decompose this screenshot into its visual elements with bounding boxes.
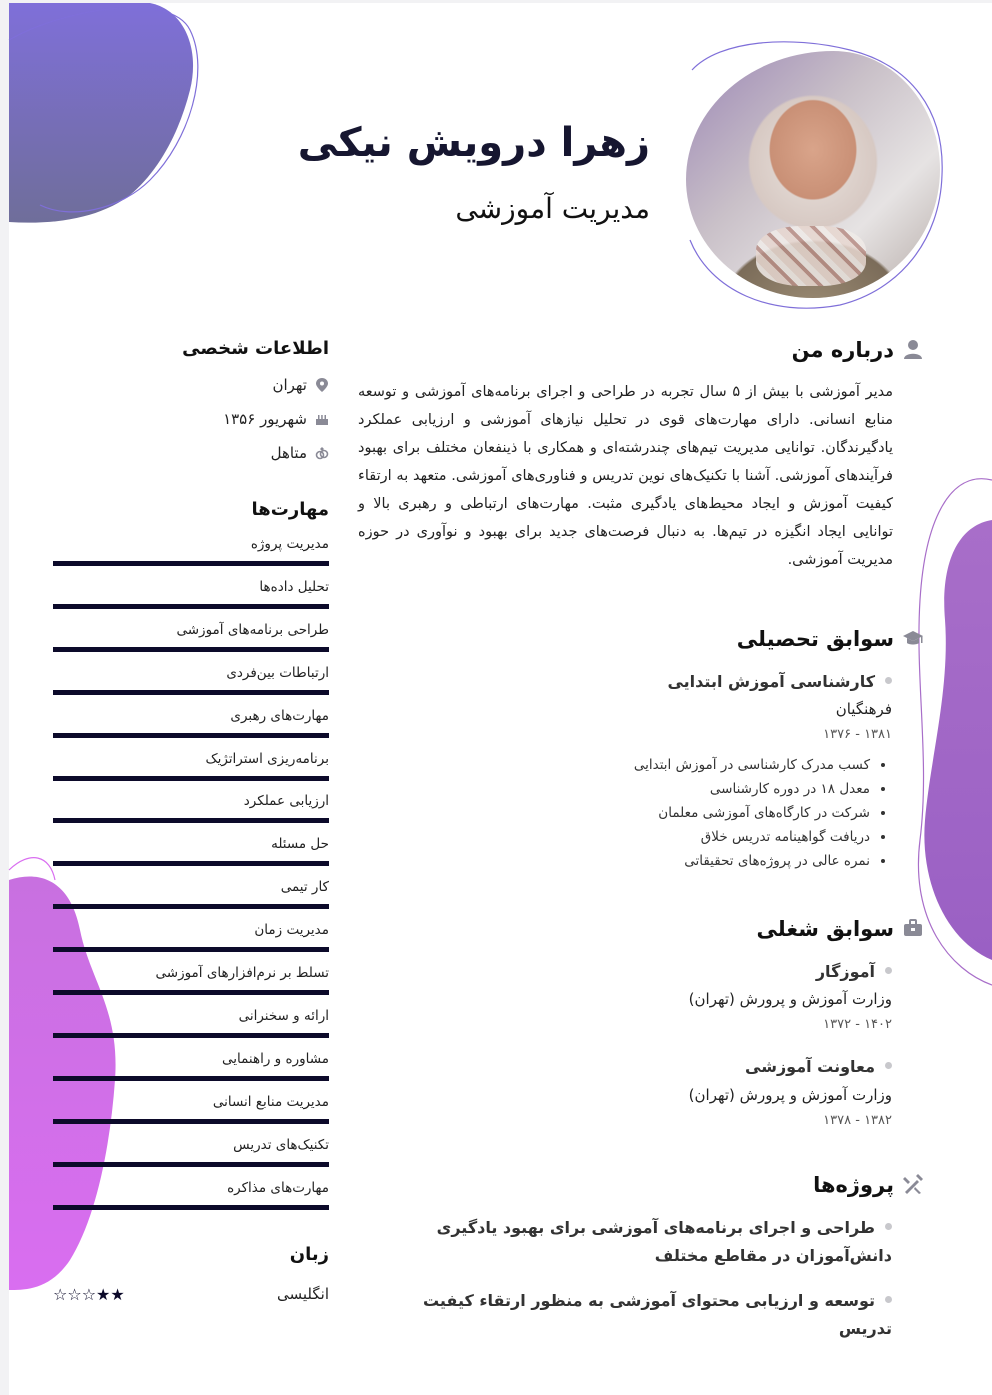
star-empty-icon: ☆ (53, 1285, 68, 1304)
skill-bar (53, 1205, 329, 1210)
about-heading (792, 338, 924, 362)
achievement-item: • نمره عالی در پروژه‌های تحقیقاتی (634, 849, 870, 873)
skill-bar (53, 990, 329, 995)
about-title: درباره من (791, 338, 894, 362)
profile-photo (686, 51, 940, 298)
skill-bar (53, 1033, 329, 1038)
projects-title: پروژه‌ها (813, 1173, 894, 1197)
project-text: طراحی و اجرای برنامه‌های آموزشی برای بهبود یادگیری دانش‌آموزان در مقاطع مختلف (436, 1218, 892, 1265)
star-filled-icon: ★ (96, 1285, 111, 1304)
skill-label: مدیریت زمان (254, 922, 329, 939)
about-text: مدیر آموزشی با بیش از ۵ سال تجربه در طراحی و اجرای برنامه‌های آموزشی و توسعه منابع انسانی. دارای مهارت‌های قوی در تحلیل نیازهای آموزشی و ارزیابی عملکرد یادگیرندگان. توانایی مدیریت تیم‌های چندرشته‌ای و همکاری با ذینفعان مختلف برای بهبود فرآیندهای آموزشی. آشنا با تکنیک‌های نوین تدریس و فناوری‌های آموزشی. متعهد به ارتقاء کیفیت آموزش و ایجاد محیط‌های یادگیری مثبت. مهارت‌های ارتباطی و رهبری بالا و توانایی ایجاد انگیزه در تیم‌ها. به دنبال فرصت‌های جدید برای بهبود و نوآوری در حوزه مدیریت آموزشی. (358, 384, 893, 568)
skill-bar (53, 604, 329, 609)
location-pin-icon (315, 378, 329, 392)
skill-label: ارزیابی عملکرد (243, 793, 329, 810)
birth-text: شهریور ۱۳۵۶ (223, 410, 307, 428)
personal-info-title: اطلاعات شخصی (182, 338, 329, 359)
marital-text: متاهل (270, 444, 307, 462)
location-text: تهران (272, 376, 307, 394)
star-filled-icon: ★ (110, 1285, 125, 1304)
rings-icon (315, 446, 329, 460)
skill-label: ارائه و سخنرانی (238, 1007, 329, 1024)
job-position: معاونت آموزشی (745, 1057, 892, 1076)
education-title: سوابق تحصیلی (736, 627, 894, 651)
skill-label: طراحی برنامه‌های آموزشی (176, 621, 329, 638)
skill-label: ارتباطات بین‌فردی (226, 664, 329, 681)
skill-bar (53, 1119, 329, 1124)
skill-bar (53, 1076, 329, 1081)
education-school: فرهنگیان (835, 700, 892, 718)
skill-label: تسلط بر نرم‌افزارهای آموزشی (155, 965, 329, 981)
graduation-cap-icon (902, 627, 924, 649)
skills-title: مهارت‌ها (251, 499, 329, 520)
skill-label: مهارت‌های رهبری (230, 707, 329, 724)
skill-bar (53, 1162, 329, 1167)
skill-label: مشاوره و راهنمایی (222, 1050, 329, 1067)
marital-row (271, 444, 329, 462)
skill-label: کار تیمی (280, 879, 329, 896)
education-heading (737, 627, 924, 651)
job-date: ۱۴۰۲ - ۱۳۷۲ (823, 1017, 892, 1032)
project-item (392, 1287, 892, 1343)
star-empty-icon: ☆ (67, 1285, 82, 1304)
skill-bar (53, 647, 329, 652)
language-name: انگلیسی (276, 1285, 329, 1303)
achievement-item: • معدل ۱۸ در دوره کارشناسی (634, 777, 870, 801)
skill-bar (53, 947, 329, 952)
birth-row (223, 410, 329, 428)
project-item (392, 1214, 892, 1270)
language-title: زبان (289, 1244, 329, 1265)
education-degree: کارشناسی آموزش ابتدایی (667, 672, 892, 691)
skill-label: مدیریت منابع انسانی (212, 1093, 329, 1110)
skill-label: مهارت‌های مذاکره (227, 1179, 329, 1196)
skill-label: مدیریت پروژه (250, 536, 329, 552)
work-title: سوابق شغلی (756, 917, 894, 941)
skill-bar (53, 733, 329, 738)
cake-icon (315, 412, 329, 426)
user-icon (902, 338, 924, 360)
work-heading (757, 917, 924, 941)
location-row (272, 376, 329, 394)
skill-label: تکنیک‌های تدریس (233, 1136, 329, 1153)
skill-bar (53, 561, 329, 566)
skill-bar (53, 776, 329, 781)
candidate-name: زهرا درویش نیکی (297, 120, 650, 166)
candidate-role: مدیریت آموزشی (455, 192, 650, 225)
tools-icon (902, 1173, 924, 1195)
skill-bar (53, 818, 329, 823)
achievement-item: • کسب مدرک کارشناسی در آموزش ابتدایی (634, 753, 870, 777)
briefcase-icon (902, 917, 924, 939)
skill-bar (53, 904, 329, 909)
education-achievements (634, 753, 888, 873)
projects-heading (813, 1173, 924, 1197)
job-date: ۱۳۸۲ - ۱۳۷۸ (823, 1113, 892, 1128)
skill-bar (53, 690, 329, 695)
skill-label: برنامه‌ریزی استراتژیک (205, 750, 329, 767)
job-position: آموزگار (816, 962, 892, 981)
language-rating (53, 1285, 125, 1304)
job-organization: وزارت آموزش و پرورش (تهران) (688, 1086, 892, 1104)
star-empty-icon: ☆ (81, 1285, 97, 1304)
job-organization: وزارت آموزش و پرورش (تهران) (688, 990, 892, 1008)
education-date: ۱۳۸۱ - ۱۳۷۶ (823, 727, 892, 742)
achievement-item: • دریافت گواهینامه تدریس خلاق (634, 825, 870, 849)
skill-label: تحلیل داده‌ها (259, 578, 329, 595)
achievement-item: • شرکت در کارگاه‌های آموزشی معلمان (634, 801, 870, 825)
project-text: توسعه و ارزیابی محتوای آموزشی به منظور ارتقاء کیفیت تدریس (422, 1291, 892, 1338)
skill-bar (53, 861, 329, 866)
skill-label: حل مسئله (271, 836, 329, 853)
